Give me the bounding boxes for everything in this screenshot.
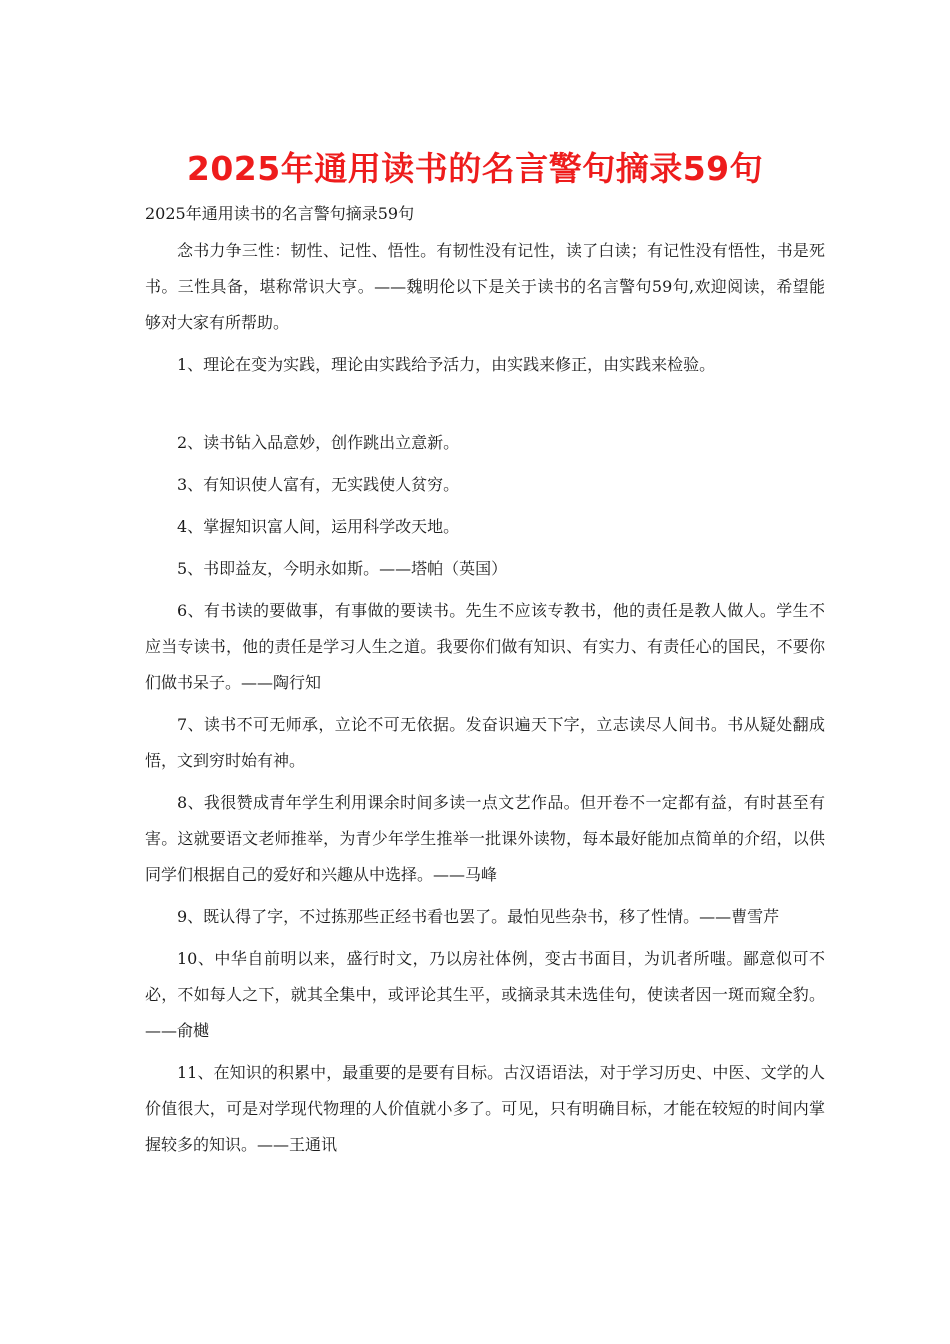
- intro-paragraph: 念书力争三性：韧性、记性、悟性。有韧性没有记性，读了白读；有记性没有悟性，书是死书。三性具备，堪称常识大亨。——魏明伦以下是关于读书的名言警句59句,欢迎阅读，希望能够对大家有所帮助。: [145, 241, 825, 332]
- document-subtitle: 2025年通用读书的名言警句摘录59句: [145, 204, 415, 223]
- quote-paragraph: 5、书即益友，今明永如斯。——塔帕（英国）: [177, 559, 508, 578]
- quote-paragraph: 3、有知识使人富有，无实践使人贫穷。: [177, 475, 460, 494]
- quote-paragraph: 11、在知识的积累中，最重要的是要有目标。古汉语语法，对于学习历史、中医、文学的人价值很大，可是对学现代物理的人价值就小多了。可见，只有明确目标，才能在较短的时间内掌握较多的知识。——王通讯: [145, 1063, 825, 1154]
- quote-paragraph: 4、掌握知识富人间，运用科学改天地。: [177, 517, 460, 536]
- document-title: 2025年通用读书的名言警句摘录59句: [186, 149, 764, 188]
- quote-paragraph: 10、中华自前明以来，盛行时文，乃以房社体例，变古书面目，为讥者所嗤。鄙意似可不必，不如每人之下，就其全集中，或评论其生平，或摘录其未选佳句，使读者因一斑而窥全豹。——俞樾: [145, 949, 825, 1040]
- quote-paragraph: 6、有书读的要做事，有事做的要读书。先生不应该专教书，他的责任是教人做人。学生不应当专读书，他的责任是学习人生之道。我要你们做有知识、有实力、有责任心的国民，不要你们做书呆子。——陶行知: [145, 601, 825, 692]
- quote-paragraph: 8、我很赞成青年学生利用课余时间多读一点文艺作品。但开卷不一定都有益，有时甚至有害。这就要语文老师推举，为青少年学生推举一批课外读物，每本最好能加点简单的介绍，以供同学们根据自己的爱好和兴趣从中选择。——马峰: [145, 793, 825, 884]
- document-body: [145, 199, 825, 1169]
- quote-paragraph: 9、既认得了字，不过拣那些正经书看也罢了。最怕见些杂书，移了性情。——曹雪芹: [177, 907, 780, 926]
- quote-paragraph: 1、理论在变为实践，理论由实践给予活力，由实践来修正，由实践来检验。: [177, 355, 716, 374]
- quote-paragraph: 7、读书不可无师承，立论不可无依据。发奋识遍天下字，立志读尽人间书。书从疑处翻成悟，文到穷时始有神。: [145, 715, 825, 770]
- quote-paragraph: 2、读书钻入品意妙，创作跳出立意新。: [177, 433, 460, 452]
